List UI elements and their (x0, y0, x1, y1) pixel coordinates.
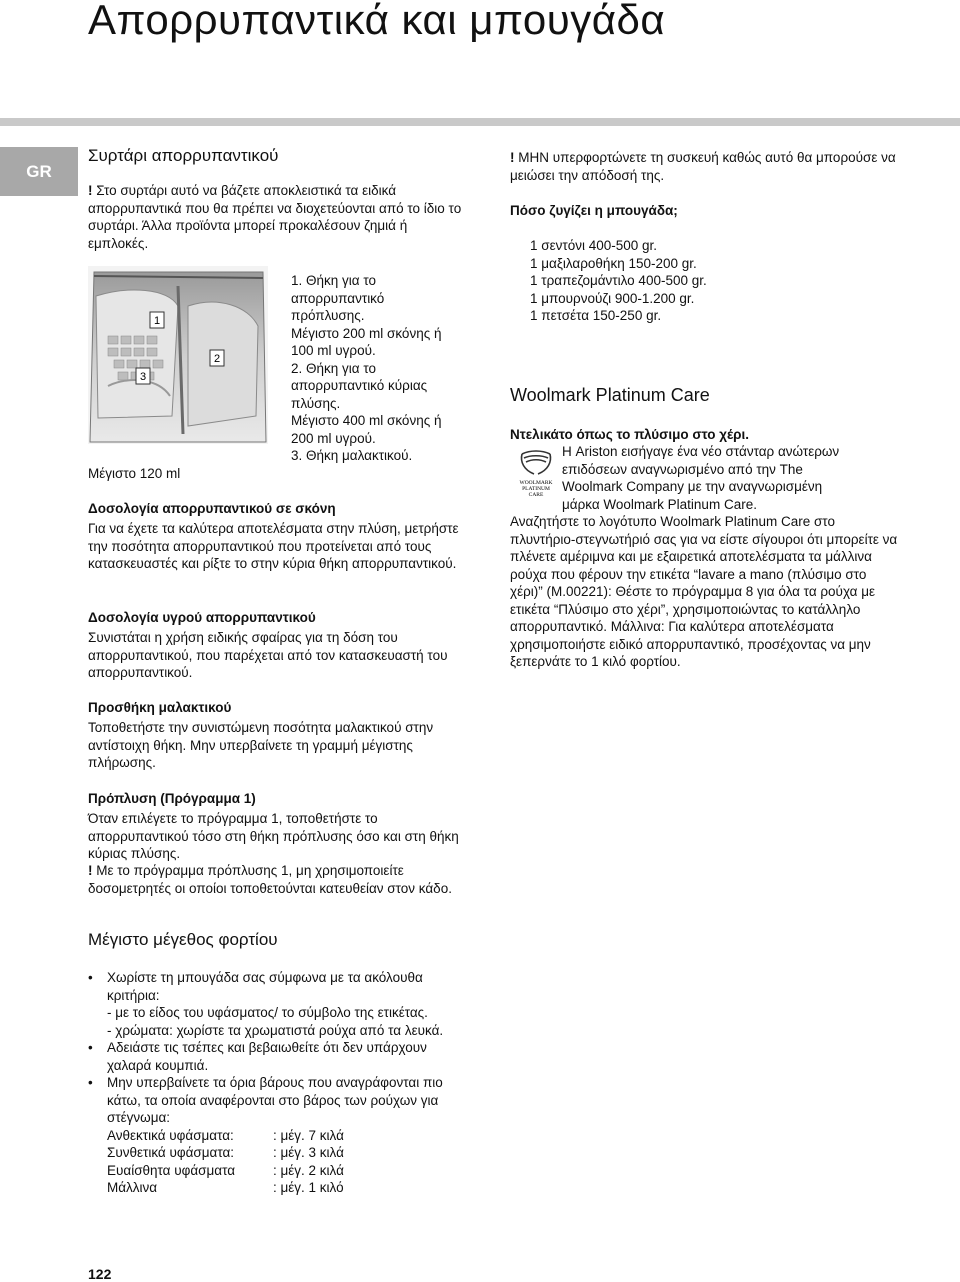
limit-fabric: Μάλλινα (107, 1180, 158, 1195)
warning-mark: ! (88, 863, 93, 878)
maxload-heading: Μέγιστο μέγεθος φορτίου (88, 930, 278, 949)
logo-text: PLATINUM (522, 486, 550, 492)
woolmark-icon (510, 446, 562, 498)
list-subitem: - με το είδος του υφάσματος/ το σύμβολο της ετικέτας. (107, 1005, 428, 1020)
figure-caption: Μέγιστο 120 ml (88, 466, 181, 481)
compartment-line: πρόπλυσης. (291, 308, 365, 323)
limit-row (107, 1179, 468, 1197)
woolmark-heading: Woolmark Platinum Care (510, 385, 710, 405)
limit-fabric: Ανθεκτικά υφάσματα: (107, 1127, 234, 1143)
compartment-line: 3. Θήκη μαλακτικού. (291, 448, 413, 463)
compartment-line: 1. Θήκη για το (291, 273, 376, 288)
limit-row (107, 1144, 468, 1162)
logo-text: WOOLMARK (519, 480, 553, 486)
compartment-line: απορρυπαντικό κύριας (291, 378, 428, 393)
limit-row (107, 1127, 468, 1145)
drawer-heading: Συρτάρι απορρυπαντικού (88, 146, 279, 165)
logo-text: CARE (528, 492, 544, 498)
limit-fabric: Συνθετικά υφάσματα: (107, 1145, 235, 1160)
handwash-heading: Ντελικάτο όπως το πλύσιμο στο χέρι. (510, 427, 749, 442)
compartment-line: Μέγιστο 400 ml σκόνης ή (291, 413, 442, 428)
intro-line: επιδόσεων αναγνωρισμένο από την The (562, 461, 803, 477)
limit-max: : μέγ. 2 κιλά (273, 1162, 344, 1178)
compartment-line: πλύσης. (291, 395, 341, 411)
maxload-b3: Μην υπερβαίνετε τα όρια βάρους που αναγράφονται πιο κάτω, τα οποία αναφέρονται στο βάρος των ρούχων για στέγνωμα: (107, 1075, 443, 1125)
limit-max: : μέγ. 1 κιλό (273, 1180, 344, 1195)
compartment-line: Μέγιστο 200 ml σκόνης ή (291, 325, 442, 341)
list-subitem: - χρώματα: χωρίστε τα χρωματιστά ρούχα από τα λευκά. (107, 1022, 444, 1038)
drawer-warning-text: Στο συρτάρι αυτό να βάζετε αποκλειστικά τα ειδικά απορρυπαντικά που θα πρέπει να διοχετεύονται από το ίδιο το συρτάρι. Άλλα προϊόντα μπορεί προκαλέσουν ζημιά ή εμπλοκές. (88, 183, 462, 251)
overload-text: ΜΗΝ υπερφορτώνετε τη συσκευή καθώς αυτό θα μπορούσε να μειώσει την απόδοσή της. (510, 150, 896, 183)
drawer-illustration (88, 266, 268, 444)
prewash-warning-text: Με το πρόγραμμα πρόπλυσης 1, μη χρησιμοποιείτε δοσομετρητές οι οποίοι τοποθετούνται κατευθείαν στον κάδο. (88, 863, 452, 896)
intro-line: Woolmark Company με την αναγνωρισμένη (562, 479, 823, 494)
intro-line: Η Ariston εισήγαγε ένα νέο στάνταρ ανώτερων (562, 444, 840, 459)
limit-max: : μέγ. 7 κιλά (273, 1127, 344, 1143)
list-item: 1 μαξιλαροθήκη 150-200 gr. (530, 255, 697, 271)
weight-limits-table (88, 1127, 468, 1197)
maxload-b1: Χωρίστε τη μπουγάδα σας σύμφωνα με τα ακόλουθα κριτήρια: (107, 970, 423, 1003)
drawer-figure (88, 266, 268, 444)
woolmark-logo (510, 446, 562, 498)
label-1: 1 (153, 315, 161, 327)
maxload-b2: Αδειάστε τις τσέπες και βεβαιωθείτε ότι δεν υπάρχουν χαλαρά κουμπιά. (107, 1040, 427, 1073)
woolmark-body: Αναζητήστε το λογότυπο Woolmark Platinum Care στο πλυντήριο-στεγνωτήριό σας για να είστε σίγουροι ότι μπορείτε να πλένετε αμέριμνα και με εξαιρετικά αποτελέσματα τα μάλλινα ρούχα που φέρουν την ετικέτα “lavare a mano (πλύσιμο στο χέρι)” (M.00221): Θέστε το πρόγραμμα 8 για όλα τα ρούχα με ετικέτα “Πλύσιμο στο χέρι”, χρησιμοποιώντας το κατάλληλο απορρυπαντικό. Μάλλινα: Για καλύτερα αποτελέσματα χρησιμοποιήστε ειδικό απορρυπαντικό, προσέχοντας να μην ξεπερνάτε το 1 κιλό φορτίου. (510, 514, 898, 669)
warning-mark: ! (510, 150, 515, 165)
compartment-line: απορρυπαντικό (291, 290, 385, 306)
page-number: 122 (88, 1266, 112, 1282)
woolmark-intro (562, 443, 902, 513)
compartment-line: 2. Θήκη για το (291, 360, 376, 376)
drawer-warning (88, 182, 468, 252)
list-item (88, 1039, 468, 1074)
header-rule (0, 118, 960, 126)
compartment-list (291, 272, 481, 465)
list-item: 1 πετσέτα 150-250 gr. (530, 308, 662, 323)
liquid-heading: Δοσολογία υγρού απορρυπαντικού (88, 610, 316, 625)
prewash-heading: Πρόπλυση (Πρόγραμμα 1) (88, 791, 256, 806)
list-item: 1 τραπεζομάντιλο 400-500 gr. (530, 273, 707, 288)
limit-fabric: Ευαίσθητα υφάσματα (107, 1162, 236, 1178)
page-title: Απορρυπαντικά και μπουγάδα (88, 0, 666, 43)
intro-line: μάρκα Woolmark Platinum Care. (562, 496, 757, 512)
label-3: 3 (139, 371, 147, 383)
list-item: 1 σεντόνι 400-500 gr. (530, 238, 658, 253)
powder-text: Για να έχετε τα καλύτερα αποτελέσματα στην πλύση, μετρήστε την ποσότητα απορρυπαντικού που προτείνεται από τους κατασκευαστές και ρίξτε το στην κύρια θήκη απορρυπαντικού. (88, 521, 459, 571)
prewash-text: Όταν επιλέγετε το πρόγραμμα 1, τοποθετήστε το απορρυπαντικού τόσο στη θήκη πρόπλυσης όσο και στη θήκη κύριας πλύσης. (88, 811, 459, 861)
list-item (88, 1074, 468, 1127)
compartment-line: 100 ml υγρού. (291, 343, 376, 358)
list-item (88, 969, 468, 1004)
compartment-line: 200 ml υγρού. (291, 430, 376, 446)
limit-row (107, 1162, 468, 1180)
limit-max: : μέγ. 3 κιλά (273, 1145, 344, 1160)
weight-heading: Πόσο ζυγίζει η μπουγάδα; (510, 203, 678, 218)
softener-heading: Προσθήκη μαλακτικού (88, 700, 232, 715)
liquid-text: Συνιστάται η χρήση ειδικής σφαίρας για τη δόση του απορρυπαντικού, που παρέχεται από τον κατασκευαστή του απορρυπαντικού. (88, 630, 448, 680)
warning-mark: ! (88, 183, 93, 198)
maxload-list (88, 969, 468, 1197)
language-tab: GR (0, 147, 78, 196)
list-item: 1 μπουρνούζι 900-1.200 gr. (530, 290, 695, 306)
weight-list (530, 237, 890, 325)
softener-text: Τοποθετήστε την συνιστώμενη ποσότητα μαλακτικού στην αντίστοιχη θήκη. Μην υπερβαίνετε τη γραμμή μέγιστης πλήρωσης. (88, 720, 434, 770)
overload-warning (510, 149, 905, 184)
prewash-warning (88, 862, 468, 897)
label-2: 2 (213, 353, 221, 365)
powder-heading: Δοσολογία απορρυπαντικού σε σκόνη (88, 501, 336, 516)
